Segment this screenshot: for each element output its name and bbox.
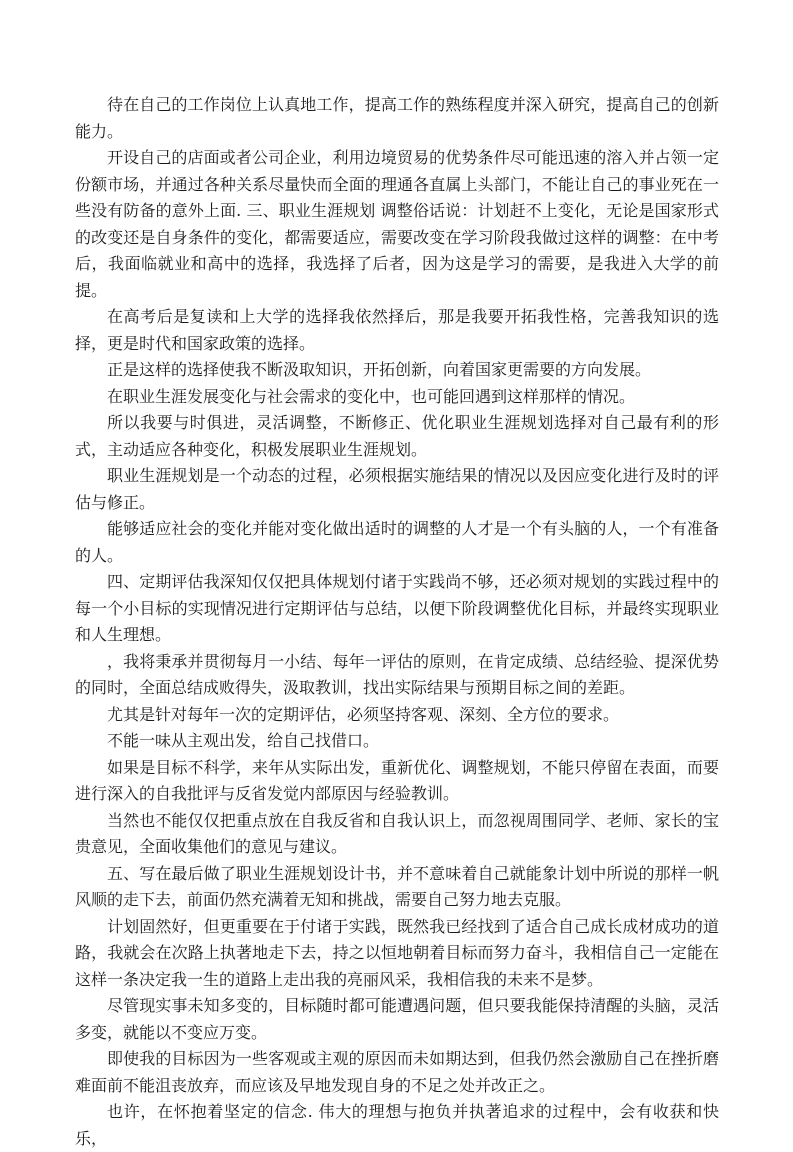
paragraph-1: 待在自己的工作岗位上认真地工作，提高工作的熟练程度并深入研究，提高自己的创新能力。 xyxy=(75,95,719,141)
paragraph-11: 尤其是针对每年一次的定期评估，必须坚持客观、深刻、全方位的要求。 xyxy=(107,704,620,724)
paragraph-7: 职业生涯规划是一个动态的过程，必须根据实施结果的情况以及因应变化进行及时的评估与修正。 xyxy=(75,466,719,512)
paragraph-15: 五、写在最后做了职业生涯规划设计书，并不意味着自己就能象计划中所说的那样一帆风顺的走下去，前面仍然充满着无知和挑战，需要自己努力地去克服。 xyxy=(75,863,719,909)
paragraph-2: 开设自己的店面或者公司企业，利用边境贸易的优势条件尽可能迅速的溶入并占领一定份额市场，并通过各种关系尽量快而全面的理通各直属上头部门，不能让自己的事业死在一些没有防备的意外上面. 三、职业生涯规划 调整俗话说：计划赶不上变化，无论是国家形式的改变还是自身条件的变化，都需要适应，需要改变在学习阶段我做过这样的调整：在中考后，我面临就业和高中的选择，我选择了后者，因为这是学习的需要，是我进入大学的前提。 xyxy=(75,148,719,300)
paragraph-16: 计划固然好，但更重要在于付诸于实践，既然我已经找到了适合自己成长成材成功的道路，我就会在次路上执著地走下去，持之以恒地朝着目标而努力奋斗，我相信自己一定能在这样一条决定我一生的道路上走出我的亮丽风采，我相信我的未来不是梦。 xyxy=(75,916,719,989)
paragraph-4: 正是这样的选择使我不断汲取知识，开拓创新，向着国家更需要的方向发展。 xyxy=(107,360,652,379)
paragraph-13: 如果是目标不科学，来年从实际出发，重新优化、调整规划，不能只停留在表面，而要进行深入的自我批评与反省发觉内部原因与经验教训。 xyxy=(75,757,719,803)
paragraph-9: 四、定期评估我深知仅仅把具体规划付诸于实践尚不够，还必须对规划的实践过程中的每一个小目标的实现情况进行定期评估与总结，以便下阶段调整优化目标，并最终实现职业和人生理想。 xyxy=(75,572,719,644)
paragraph-8: 能够适应社会的变化并能对变化做出适时的调整的人才是一个有头脑的人，一个有准备的人。 xyxy=(75,519,719,565)
paragraph-19: 也许，在怀抱着坚定的信念. 伟大的理想与抱负并执著追求的过程中，会有收获和快乐， xyxy=(75,1102,719,1148)
paragraph-12: 不能一味从主观出发，给自己找借口。 xyxy=(107,731,380,750)
paragraph-10: ，我将秉承并贯彻每月一小结、每年一评估的原则，在肯定成绩、总结经验、提深优势的同时，全面总结成败得失，汲取教训，找出实际结果与预期目标之间的差距。 xyxy=(75,651,719,697)
paragraph-18: 即使我的目标因为一些客观或主观的原因而未如期达到，但我仍然会激励自己在挫折磨难面前不能沮丧放弃，而应该及早地发现自身的不足之处并改正之。 xyxy=(75,1049,719,1095)
paragraph-6: 所以我要与时俱进，灵活调整，不断修正、优化职业生涯规划选择对自己最有利的形式，主动适应各种变化，积极发展职业生涯规划。 xyxy=(75,413,719,459)
paragraph-17: 尽管现实事未知多变的，目标随时都可能遭遇问题，但只要我能保持清醒的头脑，灵活多变，就能以不变应万变。 xyxy=(75,996,719,1042)
paragraph-14: 当然也不能仅仅把重点放在自我反省和自我认识上，而忽视周围同学、老师、家长的宝贵意见，全面收集他们的意见与建议。 xyxy=(75,810,719,856)
document-body xyxy=(75,92,719,1152)
paragraph-3: 在高考后是复读和上大学的选择我依然择后，那是我要开拓我性格，完善我知识的选择，更是时代和国家政策的选择。 xyxy=(75,307,719,353)
paragraph-5: 在职业生涯发展变化与社会需求的变化中，也可能回遇到这样那样的情况。 xyxy=(107,386,636,406)
